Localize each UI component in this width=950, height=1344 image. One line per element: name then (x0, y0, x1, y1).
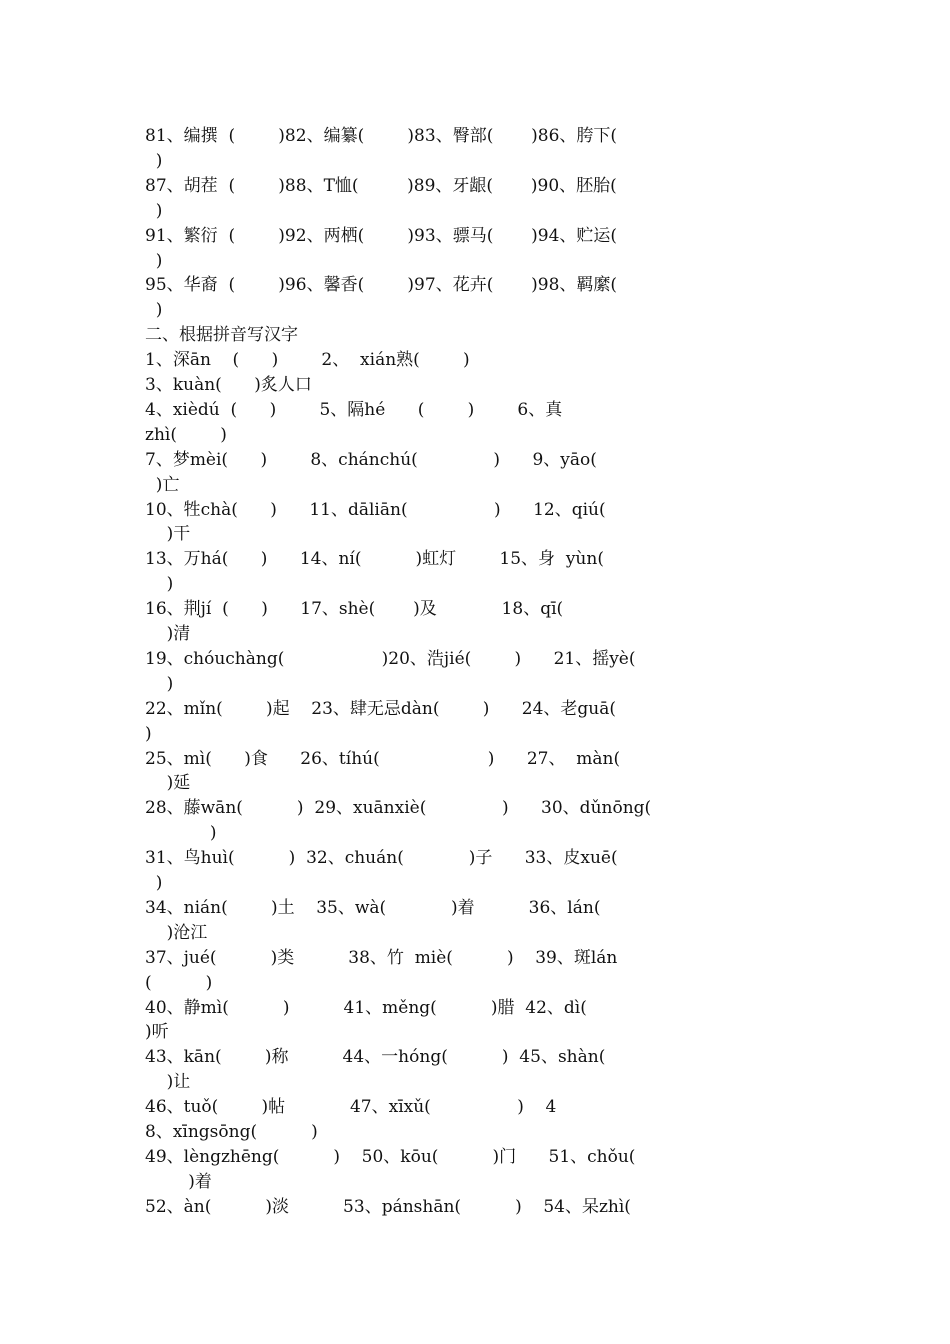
text-line: 87、胡茬 ( )88、T恤( )89、牙龈( )90、胚胎( (145, 176, 617, 196)
text-line: 4、xièdú ( ) 5、隔hé ( ) 6、真 (145, 400, 563, 420)
text-line: 52、àn( )淡 53、pánshān( ) 54、呆zhì( (145, 1197, 631, 1217)
text-line: )沧江 (145, 923, 208, 943)
text-line: 49、lèngzhēng( ) 50、kōu( )门 51、chǒu( (145, 1147, 636, 1167)
text-line: 13、万há( ) 14、ní( )虹灯 15、身 yùn( (145, 549, 604, 569)
text-line: 43、kān( )称 44、一hóng( ) 45、shàn( (145, 1047, 606, 1067)
text-line: 91、繁衍 ( )92、两栖( )93、骠马( )94、贮运( (145, 226, 618, 246)
text-line: ) (145, 300, 163, 320)
text-line: 7、梦mèi( ) 8、chánchú( ) 9、yāo( (145, 450, 597, 470)
text-line: 31、鸟huì( ) 32、chuán( )子 33、皮xuē( (145, 848, 618, 868)
text-line: 81、编撰 ( )82、编纂( )83、臀部( )86、胯下( (145, 126, 618, 146)
text-line: )着 (145, 1172, 212, 1192)
text-line: ) (145, 574, 174, 594)
text-line: 1、深ān ( ) 2、 xián熟( ) (145, 350, 470, 370)
text-line: 46、tuǒ( )帖 47、xīxǔ( ) 4 (145, 1097, 557, 1117)
text-line: )延 (145, 773, 191, 793)
text-line: 10、牲chà( ) 11、dāliān( ) 12、qiú( (145, 500, 606, 520)
text-line: )清 (145, 624, 191, 644)
text-line: 22、mǐn( )起 23、肆无忌dàn( ) 24、老guā( (145, 699, 616, 719)
text-line: 40、静mì( ) 41、měng( )腊 42、dì( (145, 998, 587, 1018)
text-line: ( ) (145, 973, 213, 993)
text-line: ) (145, 151, 163, 171)
section-heading: 二、根据拼音写汉字 (145, 325, 298, 345)
text-line: zhì( ) (145, 425, 227, 445)
text-line: 25、mì( )食 26、tíhú( ) 27、 màn( (145, 749, 621, 769)
text-line: ) (145, 201, 163, 221)
text-line: )听 (145, 1022, 169, 1042)
text-line: )让 (145, 1072, 191, 1092)
text-line: ) (145, 724, 152, 744)
text-line: 95、华裔 ( )96、馨香( )97、花卉( )98、羁縻( (145, 275, 618, 295)
text-line: 37、jué( )类 38、竹 miè( ) 39、斑lán (145, 948, 618, 968)
text-line: 8、xīngsōng( ) (145, 1122, 318, 1142)
text-line: ) (145, 873, 163, 893)
text-line: 16、荆jí ( ) 17、shè( )及 18、qī( (145, 599, 564, 619)
text-line: )干 (145, 524, 191, 544)
text-line: ) (145, 251, 163, 271)
text-line: ) (145, 674, 174, 694)
text-line: 19、chóuchàng( )20、浩jié( ) 21、摇yè( (145, 649, 636, 669)
text-line: ) (145, 823, 217, 843)
text-line: )亡 (145, 475, 180, 495)
text-line: 3、kuàn( )炙人口 (145, 375, 312, 395)
text-line: 34、nián( )土 35、wà( )着 36、lán( (145, 898, 601, 918)
text-line: 28、藤wān( ) 29、xuānxiè( ) 30、dǔnōng( (145, 798, 652, 818)
